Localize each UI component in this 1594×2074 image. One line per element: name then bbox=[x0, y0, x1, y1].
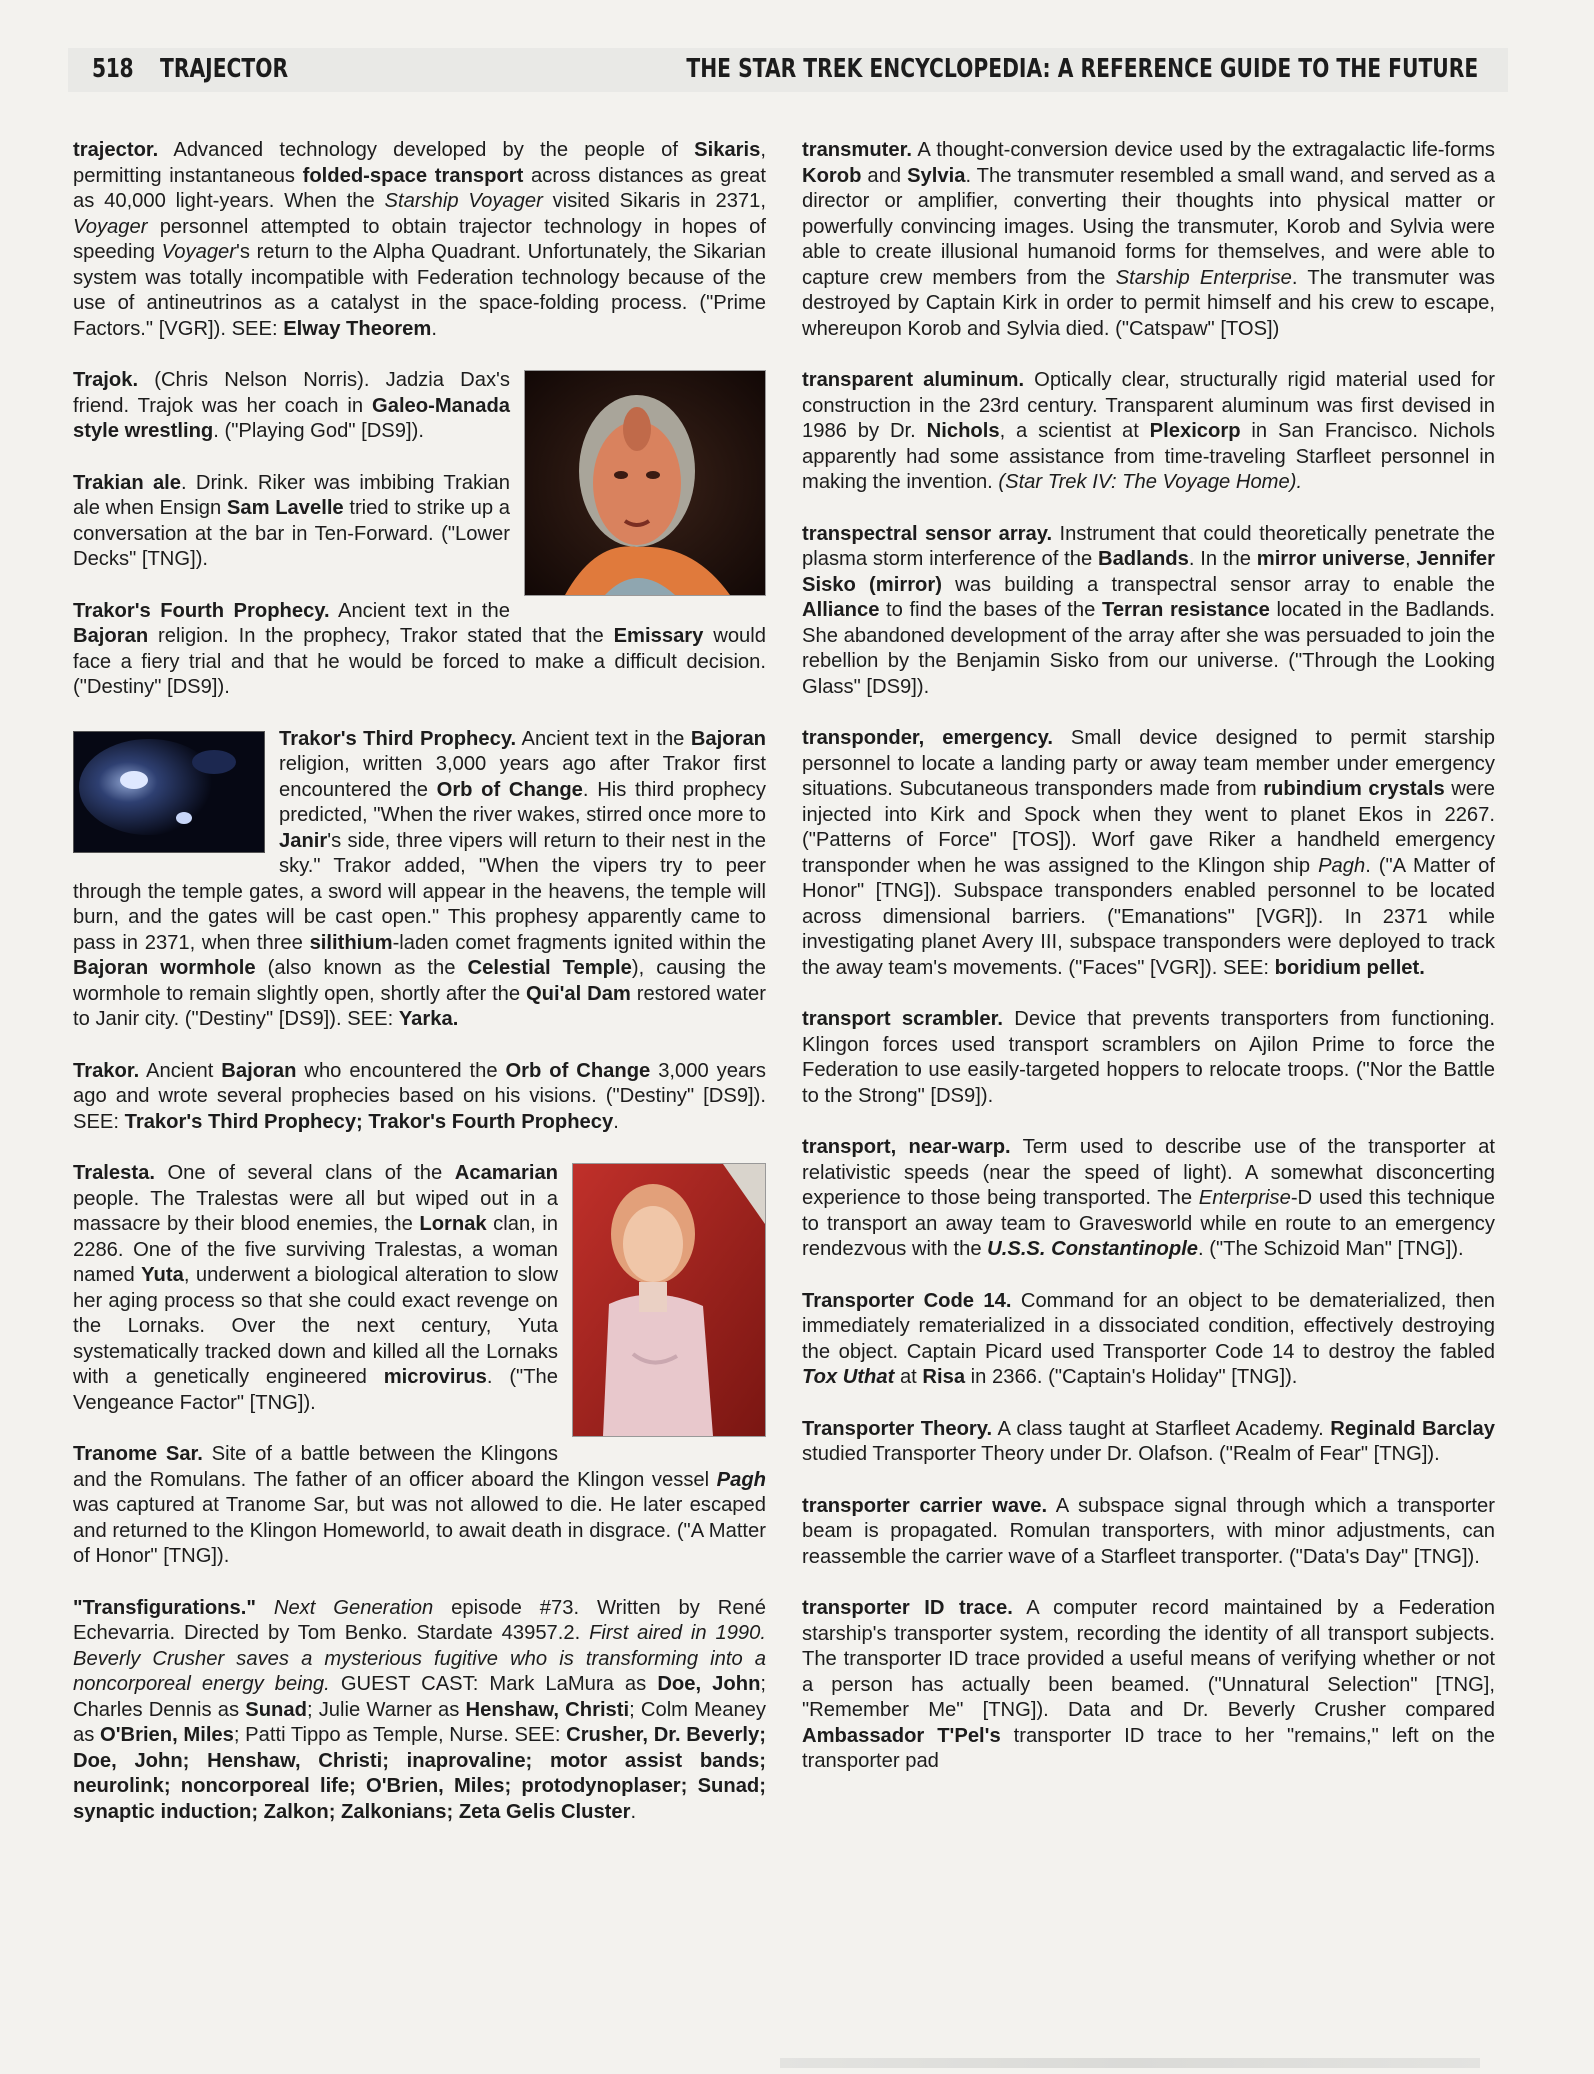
cross-ref: Sunad bbox=[245, 1698, 307, 1721]
entry-transport-near-warp: transport, near-warp. Term used to describe use of the transporter at relativistic speeds (near the speed of light). A somewhat disconcerting experience to those being transported. The Enterprise-D used this technique to transport an away team to Gravesworld while en route to an emergency rendezvous with the U.S.S. Constantinople. ("The Schizoid Man" [TNG]). bbox=[802, 1136, 1495, 1260]
headword: Trakor. bbox=[73, 1059, 140, 1082]
comet-photo bbox=[73, 731, 265, 853]
cross-ref: boridium pellet. bbox=[1274, 956, 1425, 979]
cross-ref: Bajoran bbox=[221, 1059, 297, 1082]
cross-ref: Janir bbox=[279, 829, 328, 852]
headword: transporter ID trace. bbox=[802, 1597, 1013, 1619]
page-number: 518 bbox=[92, 54, 134, 84]
headword: transporter carrier wave. bbox=[802, 1494, 1048, 1517]
entry-tranome-sar: Tranome Sar. Site of a battle between the Klingons and the Romulans. The father of an officer aboard the Klingon vessel Pagh was captured at Tranome Sar, but was not allowed to die. He later escaped and returned to the Klingon Homeworld, to await death in disgrace. ("A Matter of Honor" [TNG]). bbox=[73, 1443, 766, 1567]
cross-ref: Reginald Barclay bbox=[1330, 1417, 1495, 1440]
cross-ref: Sam Lavelle bbox=[226, 497, 344, 519]
entry-transporter-id-trace: transporter ID trace. A computer record maintained by a Federation starship's transporter system, recording the identity of all transport subjects. The transporter ID trace provided a useful means of verifying whether or not a person has actually been beamed. ("Unnatural Selection" [TNG], "Remember Me" [TNG]). Data and Dr. Beverly Crusher compared Ambassador T'Pel's transporter ID trace to her "remains," left on the transporter pad bbox=[802, 1597, 1495, 1772]
headword: Trajok. bbox=[73, 369, 139, 391]
headword: transparent aluminum. bbox=[802, 369, 1025, 391]
entry-trakor: Trakor. Ancient Bajoran who encountered the Orb of Change 3,000 years ago and wrote several prophecies based on his visions. ("Destiny" [DS9]). SEE: Trakor's Third Prophecy; Trakor's Fourth Prophecy. bbox=[73, 1059, 766, 1133]
cross-ref: Orb of Change bbox=[436, 778, 583, 801]
cross-ref: silithium bbox=[309, 931, 393, 954]
entry-transport-scrambler: transport scrambler. Device that prevents transporters from functioning. Klingon forces used transport scramblers on Ajilon Prime to force the Federation to use easily-targeted hoppers to relocate troops. ("Nor the Battle to the Strong" [DS9]). bbox=[802, 1008, 1495, 1107]
right-column bbox=[802, 138, 1495, 1801]
headword: transmuter. bbox=[802, 139, 912, 161]
cross-ref: U.S.S. Constantinople bbox=[987, 1238, 1199, 1260]
book-title: THE STAR TREK ENCYCLOPEDIA: A REFERENCE GUIDE TO THE FUTURE bbox=[686, 54, 1478, 84]
entry-trajector: trajector. Advanced technology developed by the people of Sikaris, permitting instantaneous folded-space transport across distances as great as 40,000 light-years. When the Starship Voyager visited Sikaris in 2371, Voyager personnel attempted to obtain trajector technology in hopes of speeding Voyager's return to the Alpha Quadrant. Unfortunately, the Sikarian system was totally incompatible with Federation technology because of the use of antineutrinos as a catalyst in the space-folding process. ("Prime Factors." [VGR]). SEE: Elway Theorem. bbox=[73, 139, 767, 340]
cross-ref: Pagh bbox=[716, 1468, 766, 1491]
cross-ref: Doe, John bbox=[657, 1673, 761, 1695]
cross-ref: O'Brien, Miles bbox=[100, 1724, 234, 1746]
headword: transport scrambler. bbox=[802, 1008, 1003, 1030]
cross-ref: Celestial Temple bbox=[467, 957, 632, 979]
yuta-photo bbox=[572, 1163, 766, 1437]
headword: Transporter Code 14. bbox=[802, 1289, 1012, 1312]
cross-ref: Bajoran bbox=[690, 727, 767, 750]
headword: "Transfigurations." bbox=[73, 1596, 256, 1619]
cross-ref: Lornak bbox=[419, 1213, 487, 1235]
entry-transporter-theory: Transporter Theory. A class taught at Starfleet Academy. Reginald Barclay studied Transporter Theory under Dr. Olafson. ("Realm of Fear" [TNG]). bbox=[802, 1417, 1495, 1465]
entry-tralesta: Tralesta. One of several clans of the Acamarian people. The Tralestas were all but wiped out in a massacre by their blood enemies, the Lornak clan, in 2286. One of the five surviving Tralestas, a woman named Yuta, underwent a biological alteration to slow her aging process so that she could exact revenge on the Lornaks. Over the next century, Yuta systematically tracked down and killed all the Lornaks with a genetically engineered microvirus. ("The Vengeance Factor" [TNG]). bbox=[73, 1162, 558, 1414]
cross-ref: Bajoran bbox=[73, 625, 149, 647]
running-head: TRAJECTOR bbox=[160, 54, 289, 84]
trajok-photo bbox=[524, 370, 766, 596]
entry-trakian-ale: Trakian ale. Drink. Riker was imbibing Trakian ale when Ensign Sam Lavelle tried to strike up a conversation at the bar in Ten-Forward. ("Lower Decks" [TNG]). bbox=[73, 471, 510, 570]
cross-ref: Alliance bbox=[802, 599, 880, 621]
headword: transponder, emergency. bbox=[802, 727, 1053, 749]
cross-ref: Risa bbox=[922, 1366, 966, 1388]
cross-ref: folded-space transport bbox=[302, 164, 524, 187]
cross-ref: Elway Theorem bbox=[283, 317, 432, 340]
entry-transponder-emergency: transponder, emergency. Small device designed to permit starship personnel to locate a landing party or away team member under emergency situations. Subcutaneous transponders made from rubindium crystals were injected into Kirk and Spock when they went to planet Ekos in 2267. ("Patterns of Force" [TOS]). Worf gave Riker a handheld emergency transponder when he was assigned to the Klingon ship Pagh. ("A Matter of Honor" [TNG]). Subspace transponders enabled personnel to be located across dimensional barriers. ("Emanations" [VGR]). In 2371 while investigating planet Avery III, subspace transponders were deployed to track the away team's movements. ("Faces" [VGR]). SEE: boridium pellet. bbox=[802, 727, 1495, 979]
cross-ref: Acamarian bbox=[454, 1162, 558, 1184]
cross-ref: rubindium crystals bbox=[1263, 778, 1445, 800]
headword: Tranome Sar. bbox=[73, 1443, 203, 1465]
cross-ref: Nichols bbox=[926, 420, 1000, 442]
entry-transporter-carrier-wave: transporter carrier wave. A subspace signal through which a transporter beam is propagated. Romulan transporters, with minor adjustments, can reassemble the carrier wave of a Starfleet transporter. ("Data's Day" [TNG]). bbox=[802, 1494, 1495, 1568]
entry-transpectral-sensor-array: transpectral sensor array. Instrument that could theoretically penetrate the plasma storm interference of the Badlands. In the mirror universe, Jennifer Sisko (mirror) was building a transpectral sensor array to enable the Alliance to find the bases of the Terran resistance located in the Badlands. She abandoned development of the array after she was persuaded to join the rebellion by the Benjamin Sisko from our universe. ("Through the Looking Glass" [DS9]). bbox=[802, 522, 1496, 698]
entry-transparent-aluminum: transparent aluminum. Optically clear, structurally rigid material used for construction in the 23rd century. Transparent aluminum was first devised in 1986 by Dr. Nichols, a scientist at Plexicorp in San Francisco. Nichols apparently had some assistance from time-traveling Starfleet personnel in making the invention. (Star Trek IV: The Voyage Home). bbox=[802, 369, 1495, 493]
headword: transpectral sensor array. bbox=[802, 522, 1053, 545]
cross-ref: microvirus bbox=[383, 1366, 487, 1388]
entry-trajok: Trajok. (Chris Nelson Norris). Jadzia Dax's friend. Trajok was her coach in Galeo-Manada style wrestling. ("Playing God" [DS9]). bbox=[73, 369, 510, 442]
cross-ref: Badlands bbox=[1098, 548, 1189, 570]
entry-transfigurations: "Transfigurations." Next Generation episode #73. Written by René Echevarria. Directed by Tom Benko. Stardate 43957.2. First aired in 1990. Beverly Crusher saves a mysterious fugitive who is transforming into a noncorporeal energy being. GUEST CAST: Mark LaMura as Doe, John; Charles Dennis as Sunad; Julie Warner as Henshaw, Christi; Colm Meaney as O'Brien, Miles; Patti Tippo as Temple, Nurse. SEE: Crusher, Dr. Beverly; Doe, John; Henshaw, Christi; inaprovaline; motor assist bands; neurolink; noncorporeal life; O'Brien, Miles; protodynoplaser; Sunad; synaptic induction; Zalkon; Zalkonians; Zeta Gelis Cluster. bbox=[73, 1596, 767, 1823]
cross-ref: mirror universe bbox=[1256, 548, 1406, 570]
cross-ref: Yarka. bbox=[398, 1008, 459, 1030]
entry-transporter-code-14: Transporter Code 14. Command for an object to be dematerialized, then immediately rematerialized in a dissociated condition, effectively destroying the object. Captain Picard used Transporter Code 14 to destroy the fabled Tox Uthat at Risa in 2366. ("Captain's Holiday" [TNG]). bbox=[802, 1289, 1495, 1388]
cross-ref: Ambassador T'Pel's bbox=[802, 1724, 1001, 1747]
entry-trakors-third-prophecy: Trakor's Third Prophecy. Ancient text in the Bajoran religion, written 3,000 years ago after Trakor first encountered the Orb of Change. His third prophecy predicted, "When the river wakes, stirred once more to Janir's side, three vipers will return to their nest in the sky." Trakor added, "When the vipers try to peer through the temple gates, a sword will appear in the heavens, the temple will burn, and the gates will be cast open." This prophesy apparently came to pass in 2371, when three silithium-laden comet fragments ignited within the Bajoran wormhole (also known as the Celestial Temple), causing the wormhole to remain slightly open, shortly after the Qui'al Dam restored water to Janir city. ("Destiny" [DS9]). SEE: Yarka. bbox=[73, 727, 767, 1030]
cross-ref: Trakor's Third Prophecy; Trakor's Fourth Prophecy bbox=[124, 1110, 614, 1133]
left-column bbox=[73, 138, 766, 1851]
cross-ref: Terran resistance bbox=[1102, 599, 1270, 621]
cross-ref: Qui'al Dam bbox=[525, 982, 631, 1005]
cross-ref: Emissary bbox=[613, 625, 704, 647]
cross-ref: Orb of Change bbox=[505, 1059, 651, 1082]
entry-transmuter: transmuter. A thought-conversion device used by the extragalactic life-forms Korob and Sylvia. The transmuter resembled a small wand, and served as a director or amplifier, converting their thoughts into physical matter or powerfully convincing images. Using the transmuter, Korob and Sylvia were able to create illusional humanoid forms for themselves, and were able to capture crew members from the Starship Enterprise. The transmuter was destroyed by Captain Kirk in order to permit himself and his crew to escape, whereupon Korob and Sylvia died. ("Catspaw" [TOS]) bbox=[802, 139, 1495, 340]
headword: Trakor's Third Prophecy. bbox=[279, 727, 517, 750]
cross-ref: Sikaris bbox=[694, 139, 761, 161]
cross-ref: Crusher, Dr. Beverly; Doe, John; Henshaw, Christi; inaprovaline; motor assist bands; neurolink; noncorporeal life; O'Brien, Miles; protodynoplaser; Sunad; synaptic induction; Zalkon; Zalkonians; Zeta Gelis Cluster bbox=[73, 1724, 766, 1823]
cross-ref: Yuta bbox=[141, 1264, 184, 1286]
scan-edge bbox=[780, 2058, 1480, 2068]
cross-ref: Jennifer Sisko (mirror) bbox=[802, 548, 1495, 596]
headword: Transporter Theory. bbox=[802, 1417, 993, 1440]
cross-ref: Sylvia bbox=[907, 164, 966, 187]
headword: Tralesta. bbox=[73, 1162, 155, 1184]
entry-trakors-fourth-prophecy: Trakor's Fourth Prophecy. Ancient text in the Bajoran religion. In the prophecy, Trakor stated that the Emissary would face a fiery trial and that he would be forced to make a difficult decision. ("Destiny" [DS9]). bbox=[73, 599, 766, 698]
cross-ref: Tox Uthat bbox=[802, 1366, 895, 1388]
headword: Trakian ale bbox=[73, 471, 182, 494]
headword: Trakor's Fourth Prophecy. bbox=[73, 599, 330, 622]
cross-ref: Henshaw, Christi bbox=[465, 1698, 630, 1721]
cross-ref: Galeo-Manada style wrestling bbox=[73, 394, 510, 442]
headword: trajector. bbox=[73, 139, 159, 161]
cross-ref: Bajoran wormhole bbox=[73, 957, 256, 979]
headword: transport, near-warp. bbox=[802, 1136, 1011, 1158]
cross-ref: Korob bbox=[802, 164, 862, 187]
cross-ref: Plexicorp bbox=[1149, 420, 1241, 442]
